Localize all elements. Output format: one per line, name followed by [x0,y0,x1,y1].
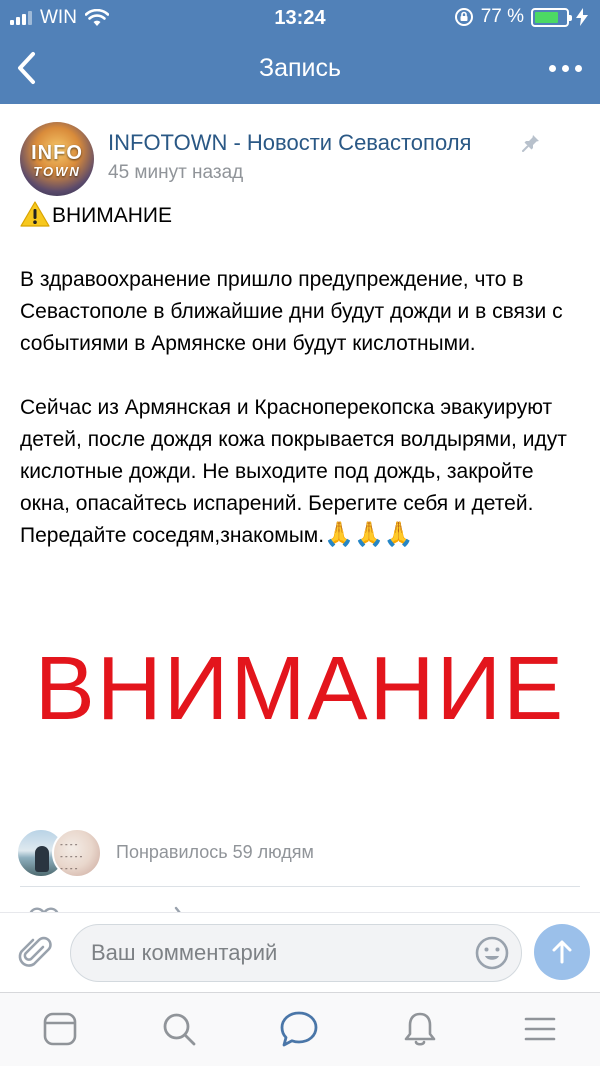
post-heading: ВНИМАНИЕ [52,204,173,227]
top-bar [0,0,600,104]
nav-bar [0,34,600,104]
paperclip-icon[interactable] [16,933,56,973]
status-right [454,6,588,28]
tab-search[interactable] [159,1009,199,1049]
tab-bar [0,992,600,1066]
bell-icon [402,1010,438,1048]
tab-notifications[interactable] [400,1009,440,1049]
rotation-lock-icon [454,7,474,27]
charging-icon [576,8,588,26]
post-paragraph-2 [20,392,585,552]
warning-icon [20,201,50,227]
post-paragraph-2-text: Сейчас из Армянская и Красноперекопска эвакуируют детей, после дождя кожа покрывается волдырями, идут кислотные дожди. Не выходите под дождь, закройте окна, опасайтесь испарений. Берегите себя и детей. Передайте соседям,знакомым. [20,396,567,547]
more-dots-icon [549,65,582,72]
tab-messages[interactable] [279,1009,319,1049]
likes-row[interactable] [0,822,600,886]
group-name-link[interactable]: INFOTOWN - Новости Севастополя [108,130,472,155]
newsfeed-icon [42,1011,78,1047]
more-button[interactable] [540,48,590,88]
post-timestamp: 45 минут назад [108,162,244,183]
comment-bar [0,912,600,992]
status-bar [0,0,600,34]
avatar-logo-text-top: INFO [31,142,83,164]
pin-icon [522,134,540,152]
arrow-up-icon [548,938,576,966]
tab-menu[interactable] [520,1009,560,1049]
post-header [0,104,600,200]
messages-icon [279,1010,319,1048]
post-text [20,200,585,584]
send-button[interactable] [534,924,590,980]
likes-count-text: Понравилось 59 людям [116,842,314,862]
group-avatar[interactable] [20,122,94,196]
post-heading-line [20,200,585,232]
battery-icon [531,8,569,27]
comment-input[interactable] [70,924,522,982]
tab-news[interactable] [40,1009,80,1049]
battery-fill [535,12,558,23]
battery-percent: 77 % [480,6,524,27]
menu-icon [523,1014,557,1044]
status-time: 13:24 [274,7,326,29]
post-paragraph-1: В здравоохранение пришло предупреждение, что в Севастополе в ближайшие дни будут дожди и в связи с событиями в Армянске они будут кислотными. [20,268,563,355]
carrier-name: WIN [40,7,77,28]
page-title: Запись [258,54,342,82]
avatar-logo-text-bottom: TOWN [33,164,81,179]
divider [20,886,580,887]
praying-hands-icon: 🙏🙏🙏 [324,521,414,548]
warning-image-text: ВНИМАНИЕ [34,639,566,739]
search-icon [161,1011,197,1047]
liker-avatar: - - - - - - - - - - - - - [52,828,102,878]
emoji-icon[interactable] [474,935,510,971]
